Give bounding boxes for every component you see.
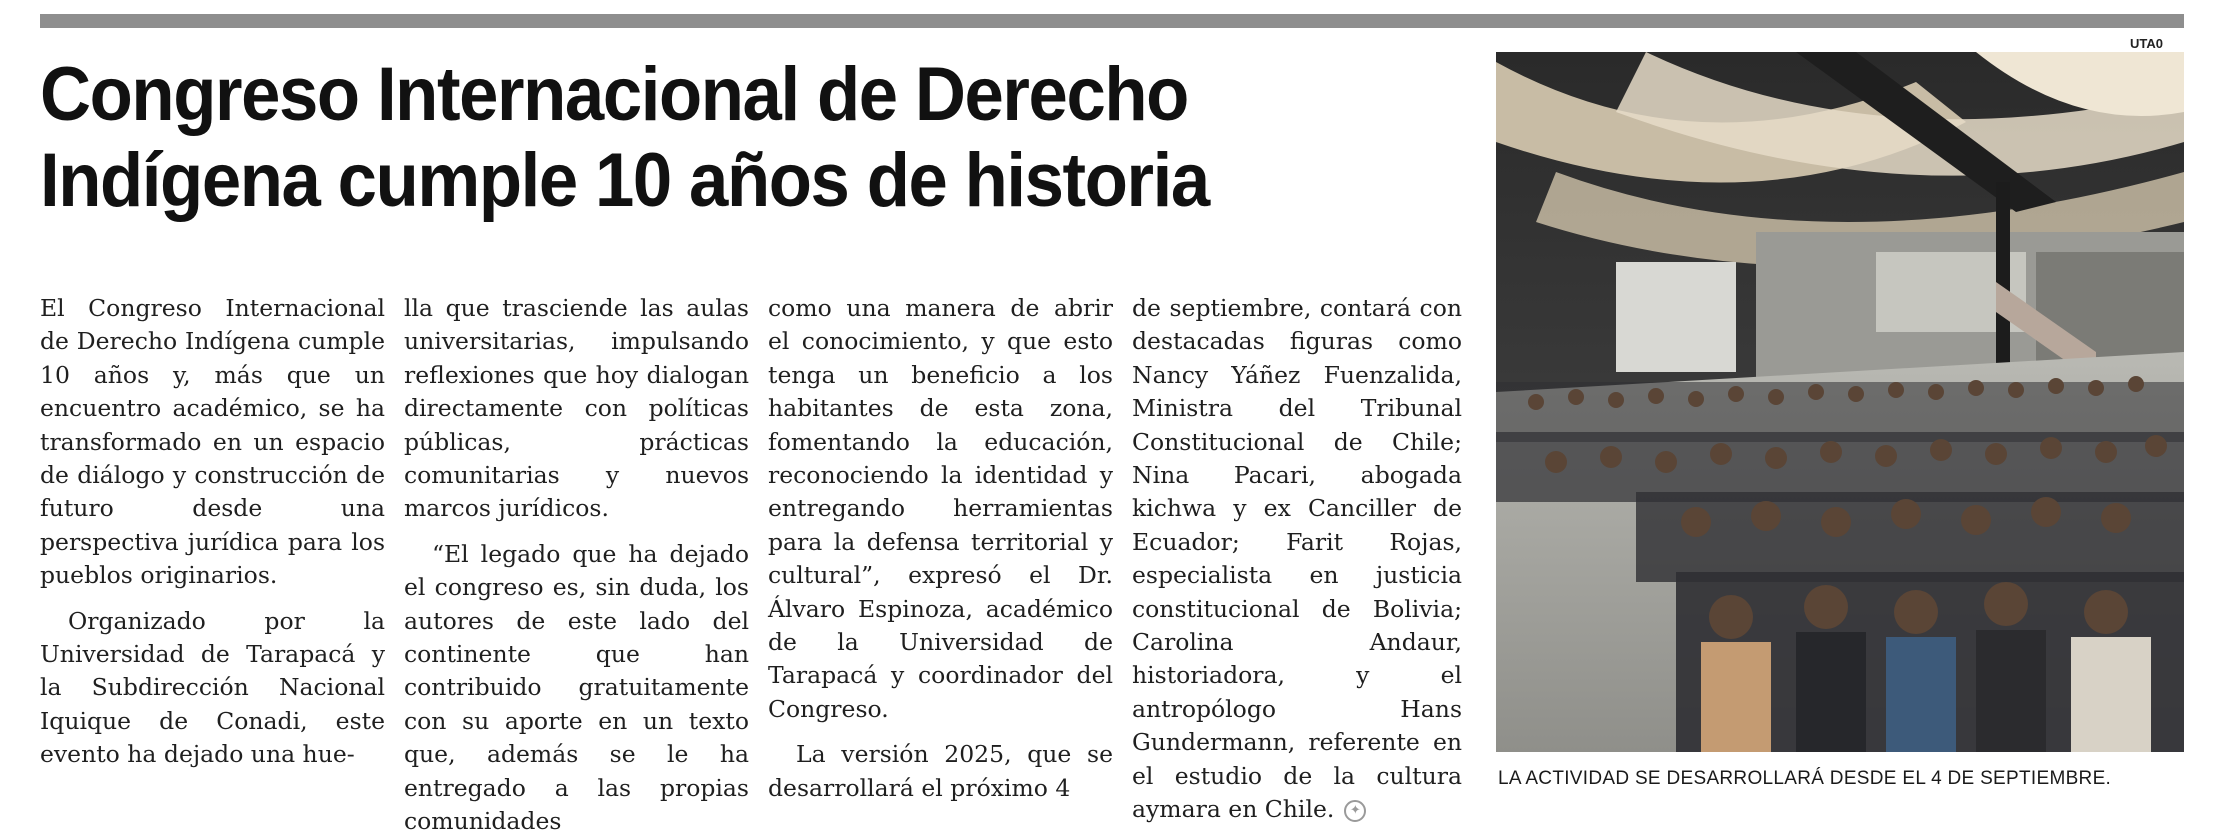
photo-credit: UTA0 [2130,36,2163,51]
article-column-3 [768,292,1113,805]
paragraph: El Congreso Internacional de Derecho Indígena cumple 10 años y, más que un encuentro académico, se ha transformado en un espacio de diálogo y construcción de futuro desde una perspectiva jurídica para los pueblos originarios. [40,294,385,590]
paragraph-text: de septiembre, contará con destacadas figuras como Nancy Yáñez Fuenzalida, Ministra del Tribunal Constitucional de Chile; Nina Pacari, abogada kichwa y ex Canciller de Ecuador; Farit Rojas, especialista en justicia constitucional de Bolivia; Carolina Andaur, historiadora, y el antropólogo Hans Gundermann, referente en el estudio de la cultura aymara en Chile. [1132,294,1462,824]
headline-line-1: Congreso Internacional de Derecho [40,52,1188,137]
end-of-article-icon: ✦ [1344,800,1366,822]
paragraph [1132,292,1462,827]
article-column-4 [1132,292,1462,827]
event-photo [1496,52,2184,752]
paragraph: La versión 2025, que se desarrollará el próximo 4 [768,740,1113,802]
paragraph: Organizado por la Universidad de Tarapacá y la Subdirección Nacional Iquique de Conadi, este evento ha dejado una hue- [40,606,385,769]
top-rule [40,14,2184,28]
paragraph: como una manera de abrir el conocimiento, y que esto tenga un beneficio a los habitantes de esta zona, fomentando la educación, reconociendo la identidad y entregando herramientas para la defensa territorial y cultural”, expresó el Dr. Álvaro Espinoza, académico de la Universidad de Tarapacá y coordinador del Congreso. [768,294,1113,723]
auditorium-photo-illustration [1496,52,2184,752]
quote-paragraph: “El legado que ha dejado el congreso es, sin duda, los autores de este lado del continente que han contribuido gratuitamente con su aporte en un texto que, además se le ha entregado a las propias comunidades [404,539,749,836]
paragraph: lla que trasciende las aulas universitarias, impulsando reflexiones que hoy dialogan directamente con políticas públicas, prácticas comunitarias y nuevos marcos jurídicos. [404,294,749,523]
photo-caption: LA ACTIVIDAD SE DESARROLLARÁ DESDE EL 4 DE SEPTIEMBRE. [1498,768,2112,789]
article-column-1 [40,292,385,772]
headline [40,52,1370,224]
article-column-2 [404,292,749,839]
headline-line-2: Indígena cumple 10 años de historia [40,138,1209,223]
